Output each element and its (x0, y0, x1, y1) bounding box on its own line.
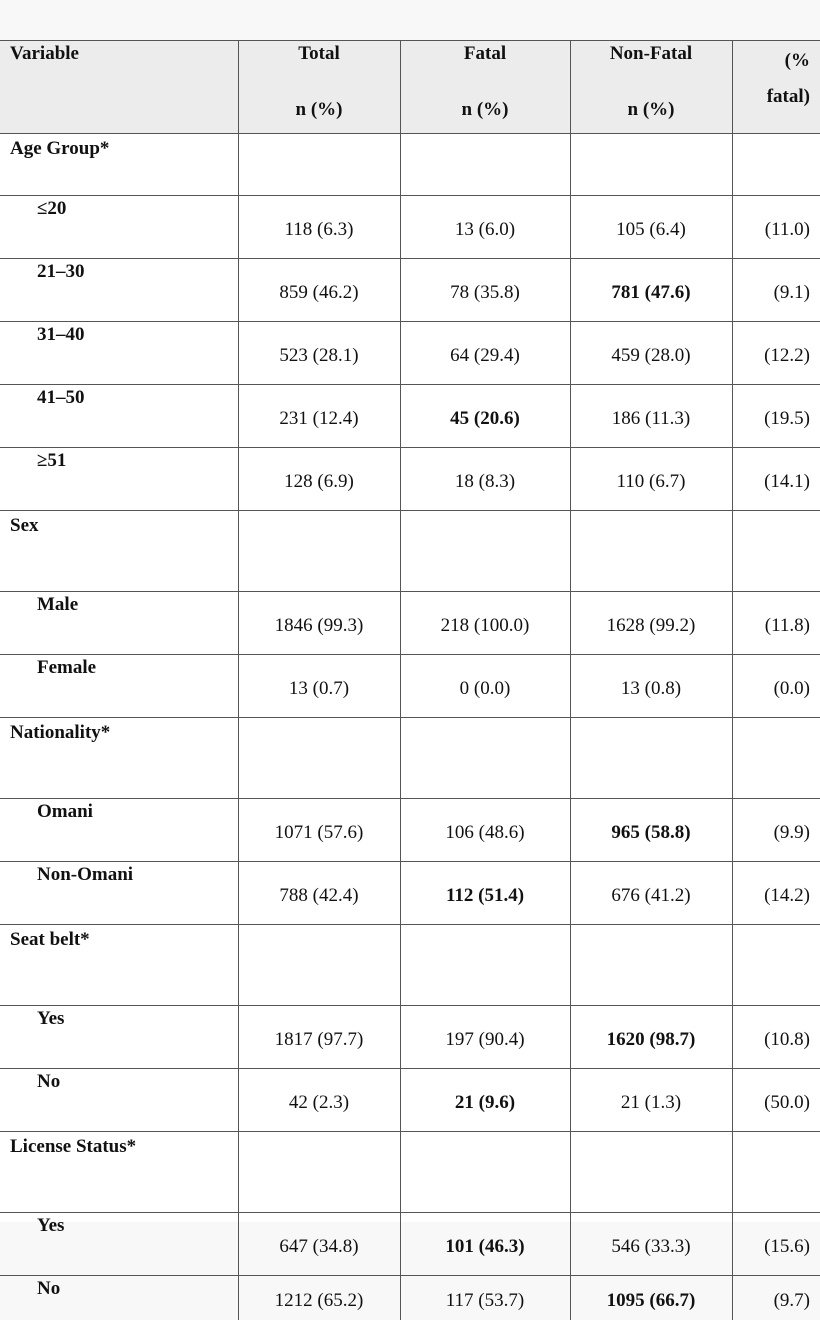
table-row (0, 385, 820, 448)
fatal-cell: 117 (53.7) (400, 1276, 570, 1320)
row-label: Omani (0, 799, 238, 862)
fatal-cell: 13 (6.0) (400, 196, 570, 259)
group-row-sex (0, 511, 820, 592)
nonfatal-cell: 676 (41.2) (570, 862, 732, 925)
table-row (0, 655, 820, 718)
percent-fatal-cell: (11.8) (732, 592, 820, 655)
group-row-nationality (0, 718, 820, 799)
row-label: Male (0, 592, 238, 655)
table-row (0, 1006, 820, 1069)
nonfatal-cell: 1620 (98.7) (570, 1006, 732, 1069)
percent-fatal-cell: (12.2) (732, 322, 820, 385)
total-cell: 647 (34.8) (238, 1213, 400, 1276)
fatal-cell: 45 (20.6) (400, 385, 570, 448)
group-row-age (0, 134, 820, 196)
row-label: ≥51 (0, 448, 238, 511)
total-cell: 788 (42.4) (238, 862, 400, 925)
table-header-row (0, 41, 820, 134)
nonfatal-cell: 186 (11.3) (570, 385, 732, 448)
fatal-cell: 197 (90.4) (400, 1006, 570, 1069)
total-cell: 118 (6.3) (238, 196, 400, 259)
total-cell: 1212 (65.2) (238, 1276, 400, 1320)
percent-fatal-cell: (14.1) (732, 448, 820, 511)
row-label: Female (0, 655, 238, 718)
percent-fatal-cell: (10.8) (732, 1006, 820, 1069)
header-fatal: Fatal n (%) (400, 41, 570, 134)
percent-fatal-cell: (0.0) (732, 655, 820, 718)
fatal-cell: 78 (35.8) (400, 259, 570, 322)
row-label: Yes (0, 1006, 238, 1069)
row-label: 31–40 (0, 322, 238, 385)
header-variable: Variable (0, 41, 238, 134)
total-cell: 13 (0.7) (238, 655, 400, 718)
table-row (0, 1213, 820, 1276)
group-label: Seat belt* (0, 925, 238, 1006)
nonfatal-cell: 546 (33.3) (570, 1213, 732, 1276)
nonfatal-cell: 1095 (66.7) (570, 1276, 732, 1320)
group-label: Sex (0, 511, 238, 592)
percent-fatal-cell: (14.2) (732, 862, 820, 925)
nonfatal-cell: 105 (6.4) (570, 196, 732, 259)
fatal-cell: 64 (29.4) (400, 322, 570, 385)
fatal-cell: 106 (48.6) (400, 799, 570, 862)
fatal-cell: 218 (100.0) (400, 592, 570, 655)
percent-fatal-cell: (9.9) (732, 799, 820, 862)
percent-fatal-cell: (9.7) (732, 1276, 820, 1320)
nonfatal-cell: 781 (47.6) (570, 259, 732, 322)
header-total: Total n (%) (238, 41, 400, 134)
percent-fatal-cell: (50.0) (732, 1069, 820, 1132)
group-row-seatbelt (0, 925, 820, 1006)
total-cell: 1817 (97.7) (238, 1006, 400, 1069)
nonfatal-cell: 1628 (99.2) (570, 592, 732, 655)
row-label: No (0, 1069, 238, 1132)
table-row (0, 862, 820, 925)
table-row (0, 1069, 820, 1132)
nonfatal-cell: 965 (58.8) (570, 799, 732, 862)
fatal-cell: 0 (0.0) (400, 655, 570, 718)
row-label: Non-Omani (0, 862, 238, 925)
fatal-cell: 101 (46.3) (400, 1213, 570, 1276)
percent-fatal-cell: (11.0) (732, 196, 820, 259)
percent-fatal-cell: (9.1) (732, 259, 820, 322)
fatal-cell: 112 (51.4) (400, 862, 570, 925)
group-label: License Status* (0, 1132, 238, 1213)
total-cell: 859 (46.2) (238, 259, 400, 322)
percent-fatal-cell: (19.5) (732, 385, 820, 448)
total-cell: 1071 (57.6) (238, 799, 400, 862)
row-label: ≤20 (0, 196, 238, 259)
table-row (0, 196, 820, 259)
total-cell: 1846 (99.3) (238, 592, 400, 655)
total-cell: 231 (12.4) (238, 385, 400, 448)
total-cell: 523 (28.1) (238, 322, 400, 385)
header-percent-fatal: (% fatal) (732, 41, 820, 134)
crash-characteristics-table (0, 40, 820, 1320)
nonfatal-cell: 459 (28.0) (570, 322, 732, 385)
group-label: Age Group* (0, 134, 238, 196)
table-row (0, 799, 820, 862)
row-label: No (0, 1276, 238, 1320)
table-row (0, 1276, 820, 1320)
nonfatal-cell: 21 (1.3) (570, 1069, 732, 1132)
row-label: Yes (0, 1213, 238, 1276)
table-row (0, 259, 820, 322)
fatal-cell: 18 (8.3) (400, 448, 570, 511)
data-table-sheet (0, 40, 820, 1222)
percent-fatal-cell: (15.6) (732, 1213, 820, 1276)
row-label: 41–50 (0, 385, 238, 448)
table-row (0, 448, 820, 511)
table-row (0, 592, 820, 655)
table-row (0, 322, 820, 385)
group-row-license (0, 1132, 820, 1213)
fatal-cell: 21 (9.6) (400, 1069, 570, 1132)
row-label: 21–30 (0, 259, 238, 322)
total-cell: 42 (2.3) (238, 1069, 400, 1132)
nonfatal-cell: 13 (0.8) (570, 655, 732, 718)
nonfatal-cell: 110 (6.7) (570, 448, 732, 511)
header-nonfatal: Non-Fatal n (%) (570, 41, 732, 134)
group-label: Nationality* (0, 718, 238, 799)
total-cell: 128 (6.9) (238, 448, 400, 511)
